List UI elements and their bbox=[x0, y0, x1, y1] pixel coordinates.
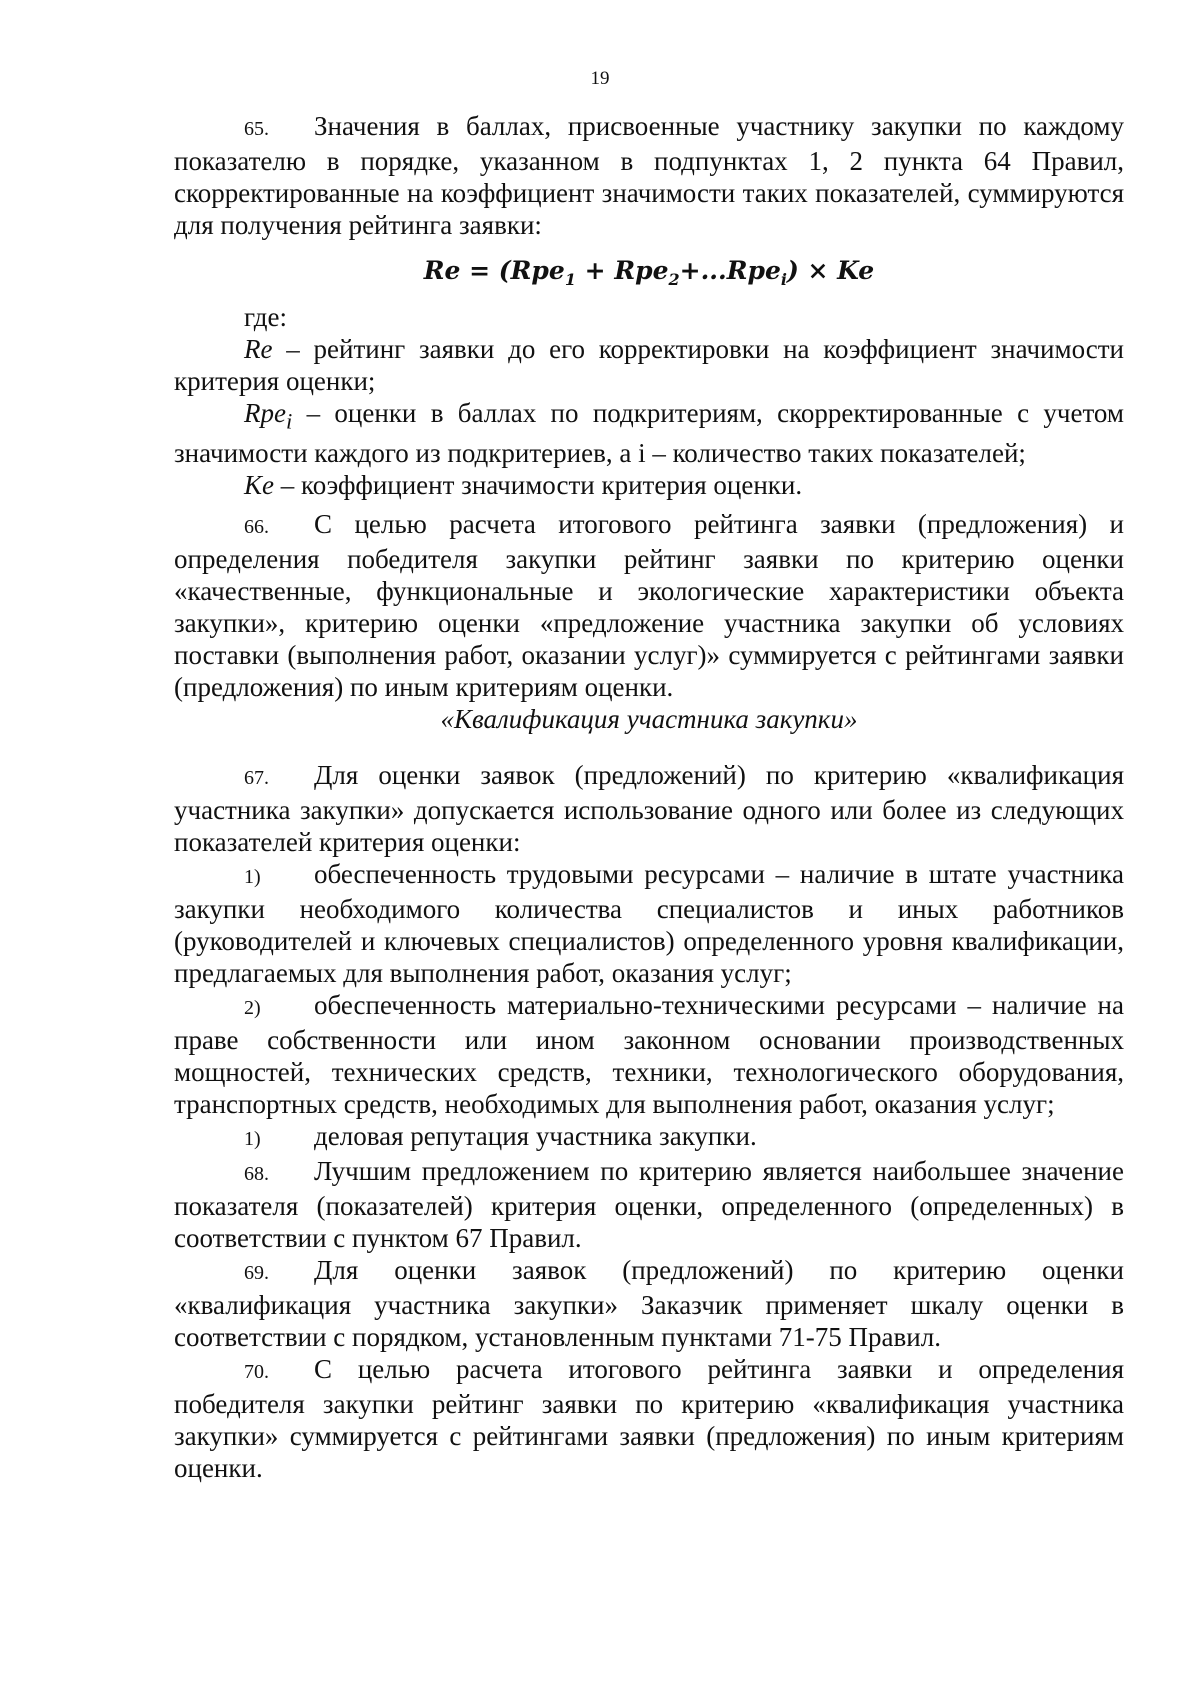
paragraph-number: 68. bbox=[244, 1163, 269, 1185]
formula-sub-3: i bbox=[780, 270, 787, 289]
list-item-text: обеспеченность материально-техническими ресурсами – наличие на праве собственности или ином законном основании производственных мощностей, технических средств, техники, технологического оборудования, транспортных средств, необходимых для выполнения работ, оказания услуг; bbox=[174, 990, 1124, 1119]
paragraph-number: 66. bbox=[244, 516, 269, 538]
formula-plus-2: +... bbox=[679, 256, 727, 285]
page-number: 19 bbox=[590, 68, 610, 89]
definition-subscript: i bbox=[285, 408, 293, 434]
paragraph-68 bbox=[174, 1155, 1124, 1254]
paragraph-text: Лучшим предложением по критерию является наибольшее значение показателя (показателей) критерия оценки, определенного (определенных) в соответствии с пунктом 67 Правил. bbox=[174, 1156, 1124, 1253]
definition-text: – рейтинг заявки до его корректировки на коэффициент значимости критерия оценки; bbox=[174, 334, 1124, 396]
where-label: где: bbox=[244, 302, 287, 332]
paragraph-number: 69. bbox=[244, 1262, 269, 1284]
list-item-text: обеспеченность трудовыми ресурсами – наличие в штате участника закупки необходимого количества специалистов и иных работников (руководителей и ключевых специалистов) определенного уровня квалификации, предлагаемых для выполнения работ, оказания услуг; bbox=[174, 859, 1124, 988]
formula-sub-1: 1 bbox=[564, 270, 576, 289]
list-item bbox=[174, 858, 1124, 989]
paragraph-65 bbox=[174, 110, 1124, 241]
formula-lhs: Re bbox=[423, 256, 461, 285]
formula-term-3: Rpe bbox=[726, 256, 781, 285]
definition-symbol: Rpe bbox=[244, 398, 286, 428]
list-item bbox=[174, 989, 1124, 1120]
definition-re bbox=[174, 333, 1124, 397]
formula-term-1: Rpe bbox=[510, 256, 565, 285]
paragraph-text: Значения в баллах, присвоенные участнику закупки по каждому показателю в порядке, указанном в подпунктах 1, 2 пункта 64 Правил, скорректированные на коэффициент значимости таких показателей, суммируются для получения рейтинга заявки: bbox=[174, 111, 1124, 240]
section-heading: «Квалификация участника закупки» bbox=[440, 704, 858, 734]
paragraph-number: 70. bbox=[244, 1361, 269, 1383]
list-item-number: 2) bbox=[244, 997, 261, 1019]
definition-ke bbox=[174, 469, 1124, 501]
formula-close: ) × bbox=[786, 256, 838, 285]
formula-eq: = ( bbox=[460, 256, 511, 285]
formula-sub-2: 2 bbox=[668, 270, 680, 289]
paragraph-text: С целью расчета итогового рейтинга заявки и определения победителя закупки рейтинг заявки по критерию «квалификация участника закупки» суммируется с рейтингами заявки (предложения) по иным критериям оценки. bbox=[174, 1354, 1124, 1483]
block-p65 bbox=[174, 110, 1124, 501]
block-p66 bbox=[174, 508, 1124, 735]
paragraph-70 bbox=[174, 1353, 1124, 1484]
paragraph-69 bbox=[174, 1254, 1124, 1353]
paragraph-text: С целью расчета итогового рейтинга заявки (предложения) и определения победителя закупки рейтинг заявки по критерию оценки «качественные, функциональные и экологические характеристики объекта закупки», критерию оценки «предложение участника закупки об условиях поставки (выполнения работ, оказании услуг)» суммируется с рейтингами заявки (предложения) по иным критериям оценки. bbox=[174, 509, 1124, 702]
list-item-text: деловая репутация участника закупки. bbox=[314, 1121, 757, 1151]
paragraph-text: Для оценки заявок (предложений) по критерию оценки «квалификация участника закупки» Заказчик применяет шкалу оценки в соответствии с порядком, установленным пунктами 71-75 Правил. bbox=[174, 1255, 1124, 1352]
paragraph-number: 65. bbox=[244, 118, 269, 140]
rating-formula bbox=[174, 241, 1124, 301]
paragraph-number: 67. bbox=[244, 767, 269, 789]
formula-plus-1: + bbox=[575, 256, 615, 285]
list-item bbox=[174, 1120, 1124, 1155]
definition-text: – оценки в баллах по подкритериям, скорректированные с учетом значимости каждого из подкритериев, а i – количество таких показателей; bbox=[174, 398, 1124, 469]
definition-symbol: Re bbox=[244, 334, 273, 364]
list-item-number: 1) bbox=[244, 866, 261, 888]
formula-rhs: Ke bbox=[837, 256, 875, 285]
formula-term-2: Rpe bbox=[614, 256, 669, 285]
paragraph-67 bbox=[174, 759, 1124, 858]
definition-symbol: Ke bbox=[244, 470, 274, 501]
paragraph-text: Для оценки заявок (предложений) по критерию «квалификация участника закупки» допускается использование одного или более из следующих показателей критерия оценки: bbox=[174, 760, 1124, 857]
list-item-number: 1) bbox=[244, 1128, 261, 1150]
definition-rpe bbox=[174, 397, 1124, 469]
definition-text: – коэффициент значимости критерия оценки. bbox=[274, 470, 803, 501]
paragraph-66 bbox=[174, 508, 1124, 703]
block-p67-70 bbox=[174, 759, 1124, 1484]
